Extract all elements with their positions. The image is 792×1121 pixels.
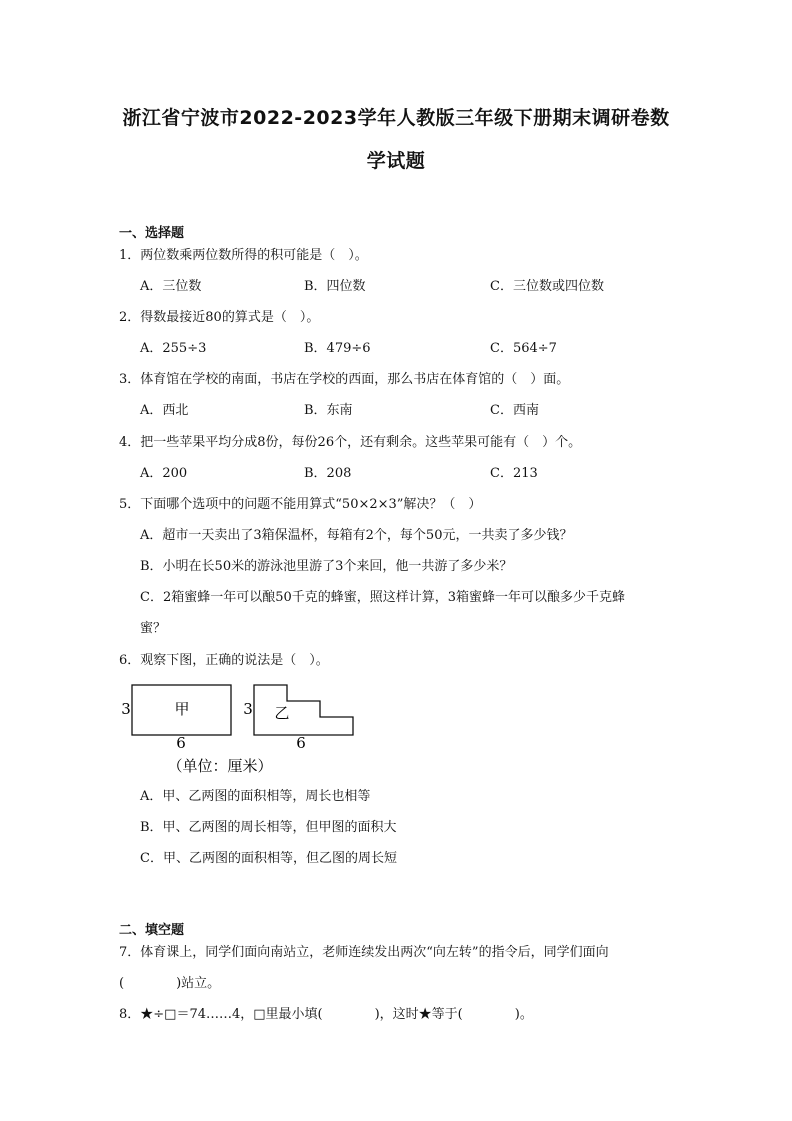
question-6-stem: 6．观察下图，正确的说法是（ ）。 [119,653,329,668]
question-3-option-a: A．西北 [140,403,189,418]
question-2-option-a: A．255÷3 [140,341,207,356]
shape-yi-width-label: 6 [296,734,306,752]
question-8-text: 8．★÷□＝74……4，□里最小填( )，这时★等于( )。 [119,1007,533,1022]
question-3-option-b: B．东南 [304,403,353,418]
question-4-option-a: A．200 [140,466,188,481]
question-7-line1: 7．体育课上，同学们面向南站立，老师连续发出两次“向左转”的指令后，同学们面向 [119,945,609,960]
question-1-option-c: C．三位数或四位数 [490,279,604,294]
document-title-line2: 学试题 [366,150,426,172]
question-6-option-a: A．甲、乙两图的面积相等，周长也相等 [140,789,371,804]
question-2-option-c: C．564÷7 [490,341,557,356]
figure-unit-caption: （单位：厘米） [167,757,273,775]
question-4-option-b: B．208 [304,466,352,481]
shape-yi-polygon [254,685,353,735]
document-title-line1: 浙江省宁波市2022-2023学年人教版三年级下册期末调研卷数 [122,107,670,129]
question-7-line2: ( )站立。 [119,976,221,991]
section-heading-fill-blank: 二、填空题 [119,923,185,938]
question-5-option-c-line2: 蜜？ [140,621,167,636]
question-1-option-a: A．三位数 [140,279,202,294]
question-5-option-c-line1: C．2箱蜜蜂一年可以酿50千克的蜂蜜，照这样计算，3箱蜜蜂一年可以酿多少千克蜂 [140,590,626,605]
shape-yi-label: 乙 [274,704,290,722]
question-6-option-b: B．甲、乙两图的周长相等，但甲图的面积大 [140,820,397,835]
shape-jia-label: 甲 [174,700,190,718]
shape-jia-width-label: 6 [176,734,186,752]
question-2-option-b: B．479÷6 [304,341,371,356]
question-5-stem: 5．下面哪个选项中的问题不能用算式“50×2×3”解决？（ ） [119,497,482,512]
question-2-stem: 2．得数最接近80的算式是（ ）。 [119,310,320,325]
question-5-option-b: B．小明在长50米的游泳池里游了3个来回，他一共游了多少米？ [140,559,513,574]
question-1-stem: 1．两位数乘两位数所得的积可能是（ ）。 [119,248,368,263]
shape-jia-height-label: 3 [121,700,131,718]
question-6-figure [110,680,390,780]
question-6-option-c: C．甲、乙两图的面积相等，但乙图的周长短 [140,851,397,866]
section-heading-choice: 一、选择题 [119,226,185,241]
question-4-option-c: C．213 [490,466,538,481]
question-3-option-c: C．西南 [490,403,539,418]
question-3-stem: 3．体育馆在学校的南面，书店在学校的西面，那么书店在体育馆的（ ）面。 [119,372,570,387]
question-4-stem: 4．把一些苹果平均分成8份，每份26个，还有剩余。这些苹果可能有（ ）个。 [119,435,582,450]
question-1-option-b: B．四位数 [304,279,366,294]
shape-yi-height-label: 3 [243,700,253,718]
question-5-option-a: A．超市一天卖出了3箱保温杯，每箱有2个，每个50元，一共卖了多少钱？ [140,528,573,543]
